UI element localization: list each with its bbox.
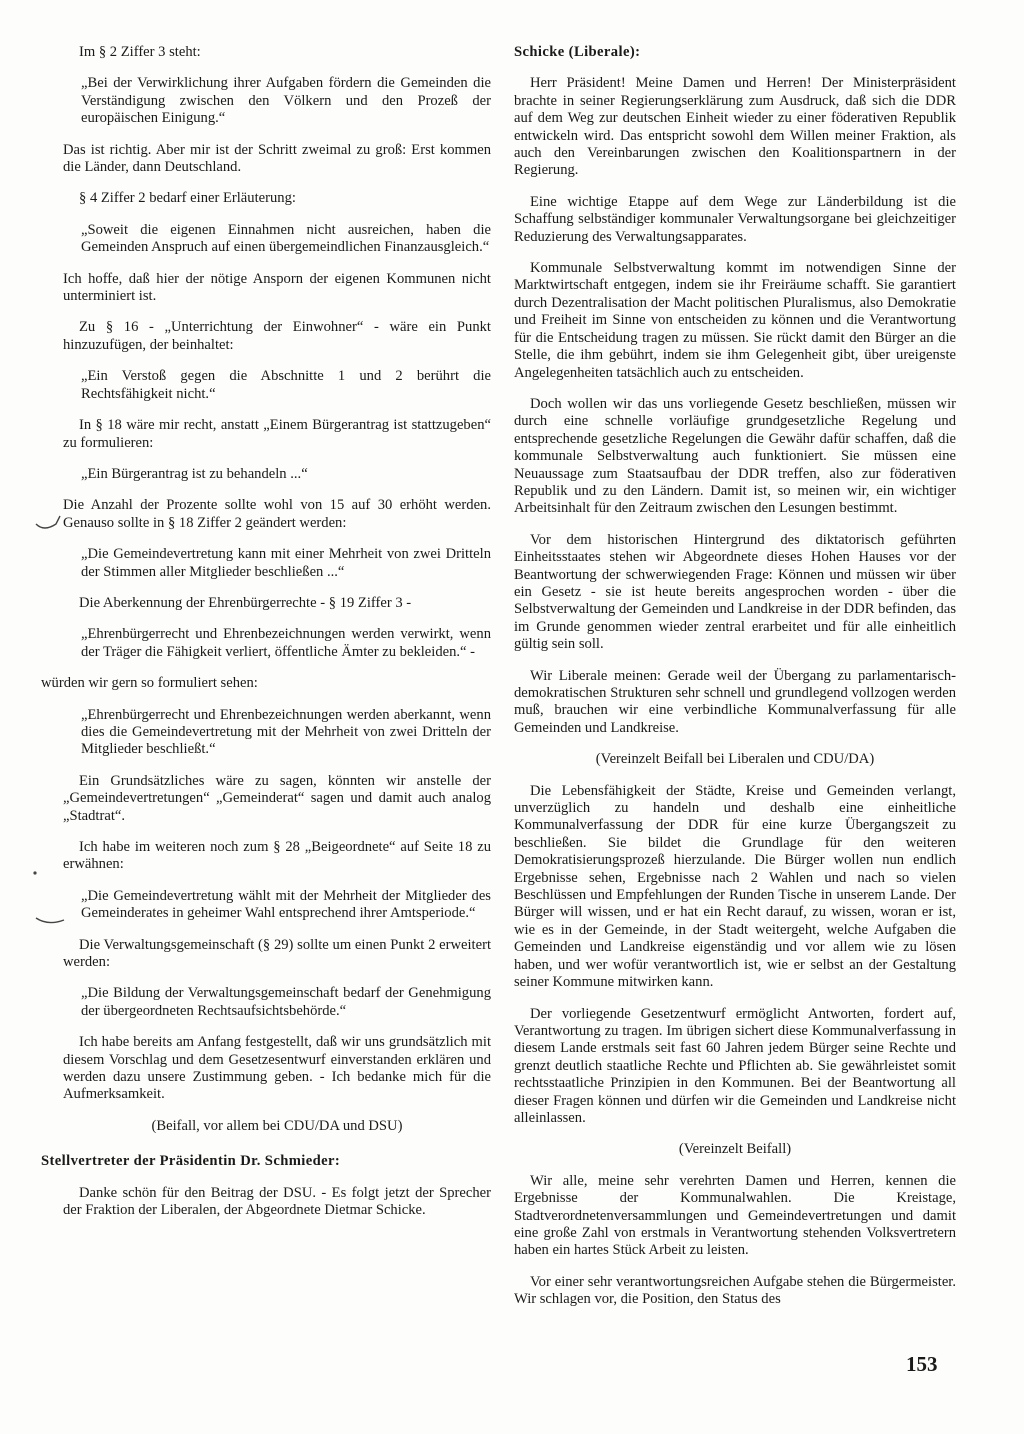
- quotation: „Ehrenbürgerrecht und Ehrenbezeichnungen werden aberkannt, wenn dies die Gemeindevertretung mit der Mehrheit von zwei Dritteln der Mitglieder beschließt.“: [81, 706, 491, 758]
- paragraph: Die Lebensfähigkeit der Städte, Kreise und Gemeinden verlangt, unverzüglich zu handeln und deshalb eine einheitliche Kommunalverfassung der DDR für eine kurze Übergangszeit zu beschließen. Sie bildet die Grundlage für den weiteren Demokratisierungsprozeß hierzulande. Die Bürger wollen nun endlich Ergebnisse sehen, Ergebnisse nach 2 Wahlen und nach so vielen Beschlüssen und Empfehlungen der Runden Tische in unserem Lande. Der Bürger will wissen, und er hat ein Recht darauf, zu wissen, woran er ist, wie es in der Gemeinde, in der Stadt weitergeht, welche Aufgaben die Gemeinden und Landkreise eigenständig und vor allem wie zu lösen haben, und wer wofür verantwortlich ist, wie er selbst an der Gestaltung seiner Kommune mitwirken kann.: [514, 782, 956, 991]
- paragraph: Danke schön für den Beitrag der DSU. - Es folgt jetzt der Sprecher der Fraktion der Liberalen, der Abgeordnete Dietmar Schicke.: [63, 1184, 491, 1219]
- quotation: „Ehrenbürgerrecht und Ehrenbezeichnungen werden verwirkt, wenn der Träger die Fähigkeit verliert, öffentliche Ämter zu bekleiden.“ -: [81, 626, 491, 660]
- quotation: „Die Gemeindevertretung wählt mit der Mehrheit der Mitglieder des Gemeinderates in geheimer Wahl entsprechend ihrer Amtsperiode.“: [81, 887, 491, 922]
- applause-remark: (Vereinzelt Beifall): [678, 1141, 792, 1158]
- paragraph: Eine wichtige Etappe auf dem Wege zur Länderbildung ist die Schaffung selbständiger kommunaler Verwaltungsorgane bei gleichzeitiger Reduzierung des Verwaltungsapparates.: [514, 193, 956, 245]
- quotation: „Ein Verstoß gegen die Abschnitte 1 und 2 berührt die Rechtsfähigkeit nicht.“: [81, 368, 491, 402]
- quotation: „Bei der Verwirklichung ihrer Aufgaben fördern die Gemeinden die Verständigung zwischen den Völkern und den Prozeß der europäischen Einigung.“: [81, 75, 491, 127]
- quotation: „Die Gemeindevertretung kann mit einer Mehrheit von zwei Dritteln der Stimmen aller Mitglieder beschließen ...“: [81, 546, 491, 580]
- quotation: „Die Bildung der Verwaltungsgemeinschaft bedarf der Genehmigung der übergeordneten Rechtsaufsichtsbehörde.“: [81, 985, 491, 1019]
- paragraph: Wir Liberale meinen: Gerade weil der Übergang zu parlamentarisch-demokratischen Strukturen sehr schnell und grundlegend vollzogen werden muß, brauchen wir eine verbindliche Kommunalverfassung für alle Gemeinden und Landkreise.: [514, 667, 956, 736]
- paragraph: Im § 2 Ziffer 3 steht:: [79, 44, 201, 60]
- paragraph: Ich habe im weiteren noch zum § 28 „Beigeordnete“ auf Seite 18 zu erwähnen:: [63, 839, 491, 873]
- paragraph: Doch wollen wir das uns vorliegende Gesetz beschließen, müssen wir durch eine schnelle vorläufige grundgesetzliche Regelung und entsprechende gesetzliche Regelungen die Gewähr dafür schaffen, daß die kommunale Selbstverwaltung auch funktioniert. Sie müssen eine Neuaussage zum Staatsaufbau der DDR treffen, also zur föderativen Republik und zu den Ländern. Damit ist, so meinen wir, ein wichtiger Arbeitsinhalt für den Zeitraum zwischen den Lesungen bestimmt.: [514, 395, 956, 517]
- applause-remark: (Beifall, vor allem bei CDU/DA und DSU): [151, 1117, 403, 1134]
- paragraph: Die Anzahl der Prozente sollte wohl von 15 auf 30 erhöht werden. Genauso sollte in § 18 Ziffer 2 geändert werden:: [63, 497, 491, 531]
- applause-remark: (Vereinzelt Beifall bei Liberalen und CDU/DA): [595, 751, 875, 768]
- paragraph: Kommunale Selbstverwaltung kommt im notwendigen Sinne der Marktwirtschaft entgegen, indem sie ihr Freiräume schafft. Sie garantiert durch Dezentralisation der Macht politischen Pluralismus, also Demokratie und Freiheit im Sinne von entscheiden zu können und die Verantwortung für die Entscheidung tragen zu müssen. Sie rückt damit den Bürger an die Stelle, die ihm gebührt, indem sie ihm Gelegenheit gibt, über ureigenste Angelegenheiten tatsächlich auch zu entscheiden.: [514, 260, 956, 381]
- paragraph: würden wir gern so formuliert sehen:: [41, 675, 258, 692]
- paragraph: Ich hoffe, daß hier der nötige Ansporn der eigenen Kommunen nicht unterminiert ist.: [63, 270, 491, 305]
- quotation: „Ein Bürgerantrag ist zu behandeln ...“: [81, 465, 308, 482]
- paragraph: Ich habe bereits am Anfang festgestellt, daß wir uns grundsätzlich mit diesem Vorschlag und dem Gesetzesentwurf einverstanden erklären und werden dazu unsere Zustimmung geben. - Ich bedanke mich für die Aufmerksamkeit.: [63, 1034, 491, 1103]
- paragraph: Der vorliegende Gesetzentwurf ermöglicht Antworten, fordert auf, Verantwortung zu tragen. Im übrigen sichert diese Kommunalverfassung in diesem Lande erstmals seit fast 60 Jahren jedem Bürger seine Rechte und grenzt deutlich staatliche Rechte und Pflichten ab. Sie gewährleistet somit rechtsstaatliche Prinzipien in den Kommunen. Bei der Beantwortung all dieser Fragen können und dürfen wir die Gemeinden und Landkreise nicht alleinlassen.: [514, 1005, 956, 1126]
- paragraph: Ein Grundsätzliches wäre zu sagen, könnten wir anstelle der „Gemeindevertretungen“ „Gemeinderat“ sagen und damit auch analog „Stadtrat“.: [63, 772, 491, 824]
- paragraph: Das ist richtig. Aber mir ist der Schritt zweimal zu groß: Erst kommen die Länder, dann Deutschland.: [63, 141, 491, 176]
- paragraph: Vor einer sehr verantwortungsreichen Aufgabe stehen die Bürgermeister. Wir schlagen vor, die Position, den Status des: [514, 1273, 956, 1308]
- page-number: 153: [906, 1352, 938, 1376]
- paragraph: Die Aberkennung der Ehrenbürgerrechte - § 19 Ziffer 3 -: [79, 594, 412, 611]
- quotation: „Soweit die eigenen Einnahmen nicht ausreichen, haben die Gemeinden Anspruch auf einen übergemeindlichen Finanzausgleich.“: [81, 221, 491, 256]
- paragraph: Vor dem historischen Hintergrund des diktatorisch geführten Einheitsstaates stehen wir Abgeordnete dieses Hohen Hauses vor der Beantwortung der schwerwiegenden Frage: Können und müssen wir über ein Gesetz - sie ist heute bereits angesprochen worden - über die Selbstverwaltung der Gemeinden und Landkreise in der DDR befinden, das im Grunde genommen wieder zentral erarbeitet und für alle einheitlich gültig sein soll.: [514, 531, 956, 653]
- speaker-heading: Stellvertreter der Präsidentin Dr. Schmieder:: [41, 1153, 341, 1170]
- paragraph: In § 18 wäre mir recht, anstatt „Einem Bürgerantrag ist stattzugeben“ zu formulieren:: [63, 417, 491, 451]
- right-column: [514, 44, 956, 1323]
- paragraph: § 4 Ziffer 2 bedarf einer Erläuterung:: [79, 190, 296, 207]
- paragraph: Wir alle, meine sehr verehrten Damen und Herren, kennen die Ergebnisse der Kommunalwahlen. Die Kreistage, Stadtverordnetenversammlungen und Gemeindevertretungen und damit eine große Zahl von erstmals in Verantwortung stehenden Volksvertretern haben ein hartes Stück Arbeit zu leisten.: [514, 1172, 956, 1259]
- margin-pencil-mark: [34, 912, 68, 928]
- margin-pencil-mark: [34, 510, 64, 534]
- margin-dot-mark: [30, 868, 40, 878]
- paragraph: Zu § 16 - „Unterrichtung der Einwohner“ - wäre ein Punkt hinzuzufügen, der beinhaltet:: [63, 319, 491, 353]
- speaker-heading: Schicke (Liberale):: [514, 44, 641, 60]
- left-column: [41, 44, 491, 1234]
- paragraph: Die Verwaltungsgemeinschaft (§ 29) sollte um einen Punkt 2 erweitert werden:: [63, 936, 491, 971]
- paragraph: Herr Präsident! Meine Damen und Herren! Der Ministerpräsident brachte in seiner Regierungserklärung zum Ausdruck, daß sich die DDR auf dem Weg zur deutschen Einheit wieder zu einer föderativen Republik entwickeln wird. Das entspricht sowohl dem Willen meiner Fraktion, als auch den Vereinbarungen zwischen den Koalitionspartnern in der Regierung.: [514, 75, 956, 179]
